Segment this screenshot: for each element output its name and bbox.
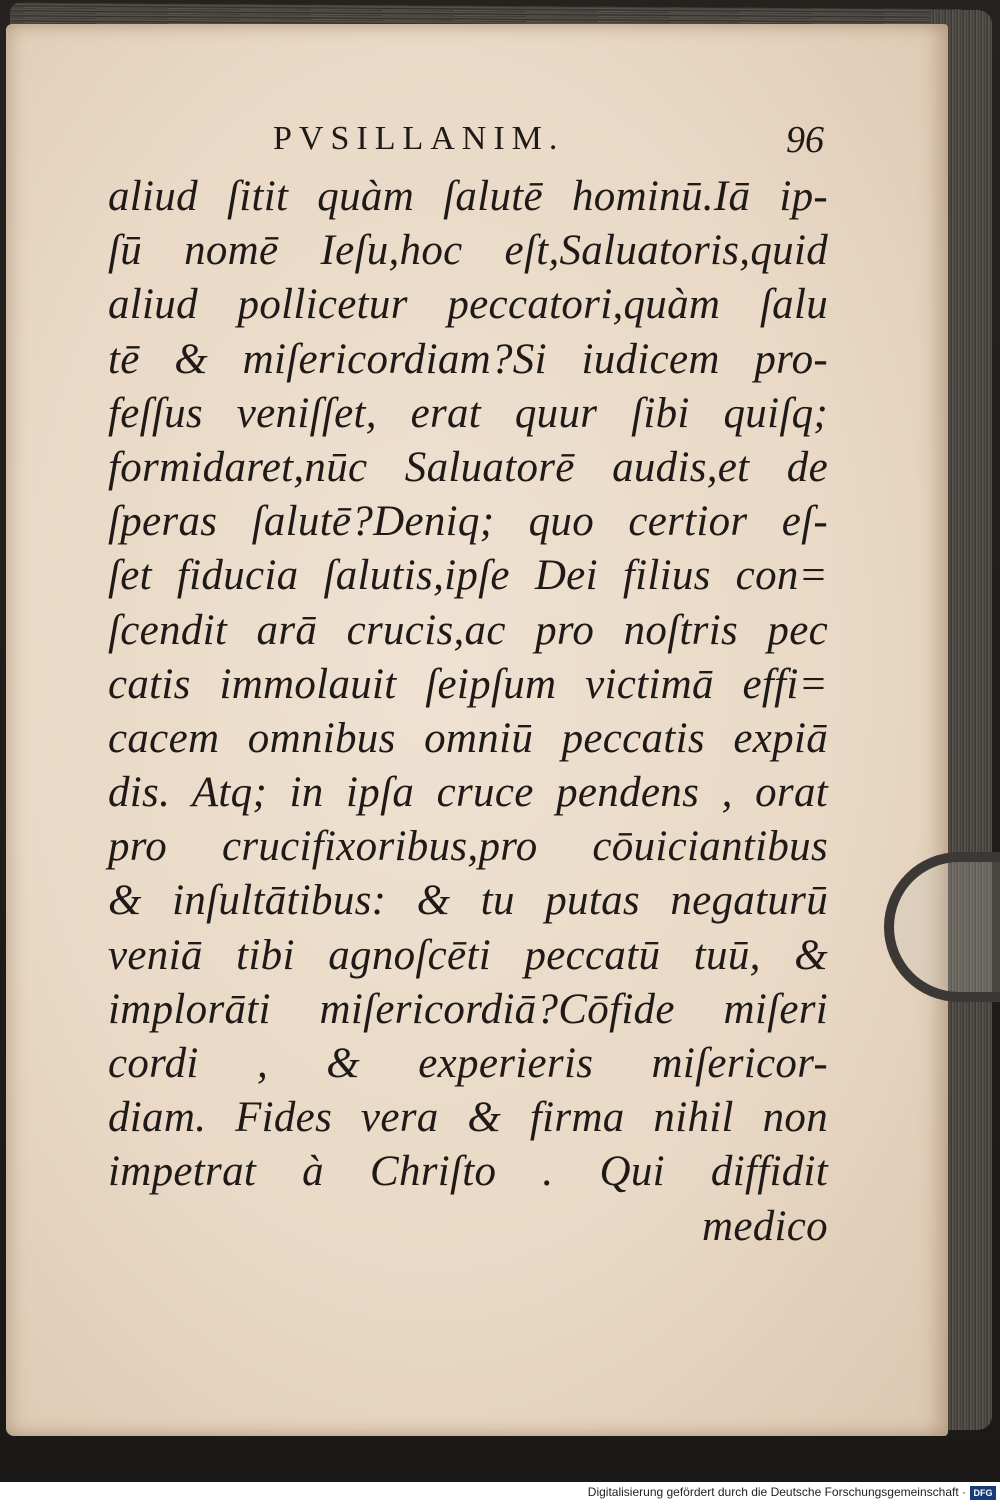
text-line: catis immolauit ſeipſum victimā effi=: [108, 660, 828, 708]
text-line: veniā tibi agnoſcēti peccatū tuū, &: [108, 931, 828, 979]
running-head: [108, 120, 828, 170]
text-block: [108, 120, 828, 1254]
text-line: pro crucifixoribus,pro cōuiciantibus: [108, 823, 828, 871]
text-line: cordi , & experieris miſericor-: [108, 1040, 828, 1087]
page-number: 96: [786, 119, 824, 161]
text-line: implorāti miſericordiā?Cōfide miſeri: [108, 985, 828, 1033]
text-line: diam. Fides vera & firma nihil non: [108, 1094, 828, 1142]
dfg-logo: DFG: [970, 1486, 996, 1500]
text-line: formidaret,nūc Saluatorē audis,et de: [108, 443, 828, 491]
text-line: ſcendit arā crucis,ac pro noſtris pec: [108, 606, 828, 654]
text-line: aliud ſitit quàm ſalutē hominū.Iā ip-: [108, 173, 828, 220]
text-line: aliud pollicetur peccatori,quàm ſalu: [108, 281, 828, 329]
text-line: ſū nomē Ieſu,hoc eſt,Saluatoris,quid: [108, 227, 828, 275]
text-line: cacem omnibus omniū peccatis expiā: [108, 714, 828, 762]
text-line: impetrat à Chriſto . Qui diffidit: [108, 1148, 828, 1196]
running-head-title: PVSILLANIM.: [273, 120, 565, 157]
text-line: ſet fiducia ſalutis,ipſe Dei filius con=: [108, 552, 828, 600]
footer-credit: Digitalisierung gefördert durch die Deutsche Forschungsgemeinschaft ·: [587, 1485, 966, 1499]
footer-bar: [0, 1482, 1000, 1505]
text-line: feſſus veniſſet, erat quur ſibi quiſq;: [108, 389, 828, 437]
body-text: [108, 170, 828, 1200]
text-line: ſperas ſalutē?Deniq; quo certior eſ-: [108, 498, 828, 546]
catchword: medico: [702, 1202, 828, 1250]
text-line: tē & miſericordiam?Si iudicem pro-: [108, 335, 828, 383]
text-line: dis. Atq; in ipſa cruce pendens , orat: [108, 769, 828, 817]
text-line: & inſultātibus: & tu putas negaturū: [108, 877, 828, 925]
